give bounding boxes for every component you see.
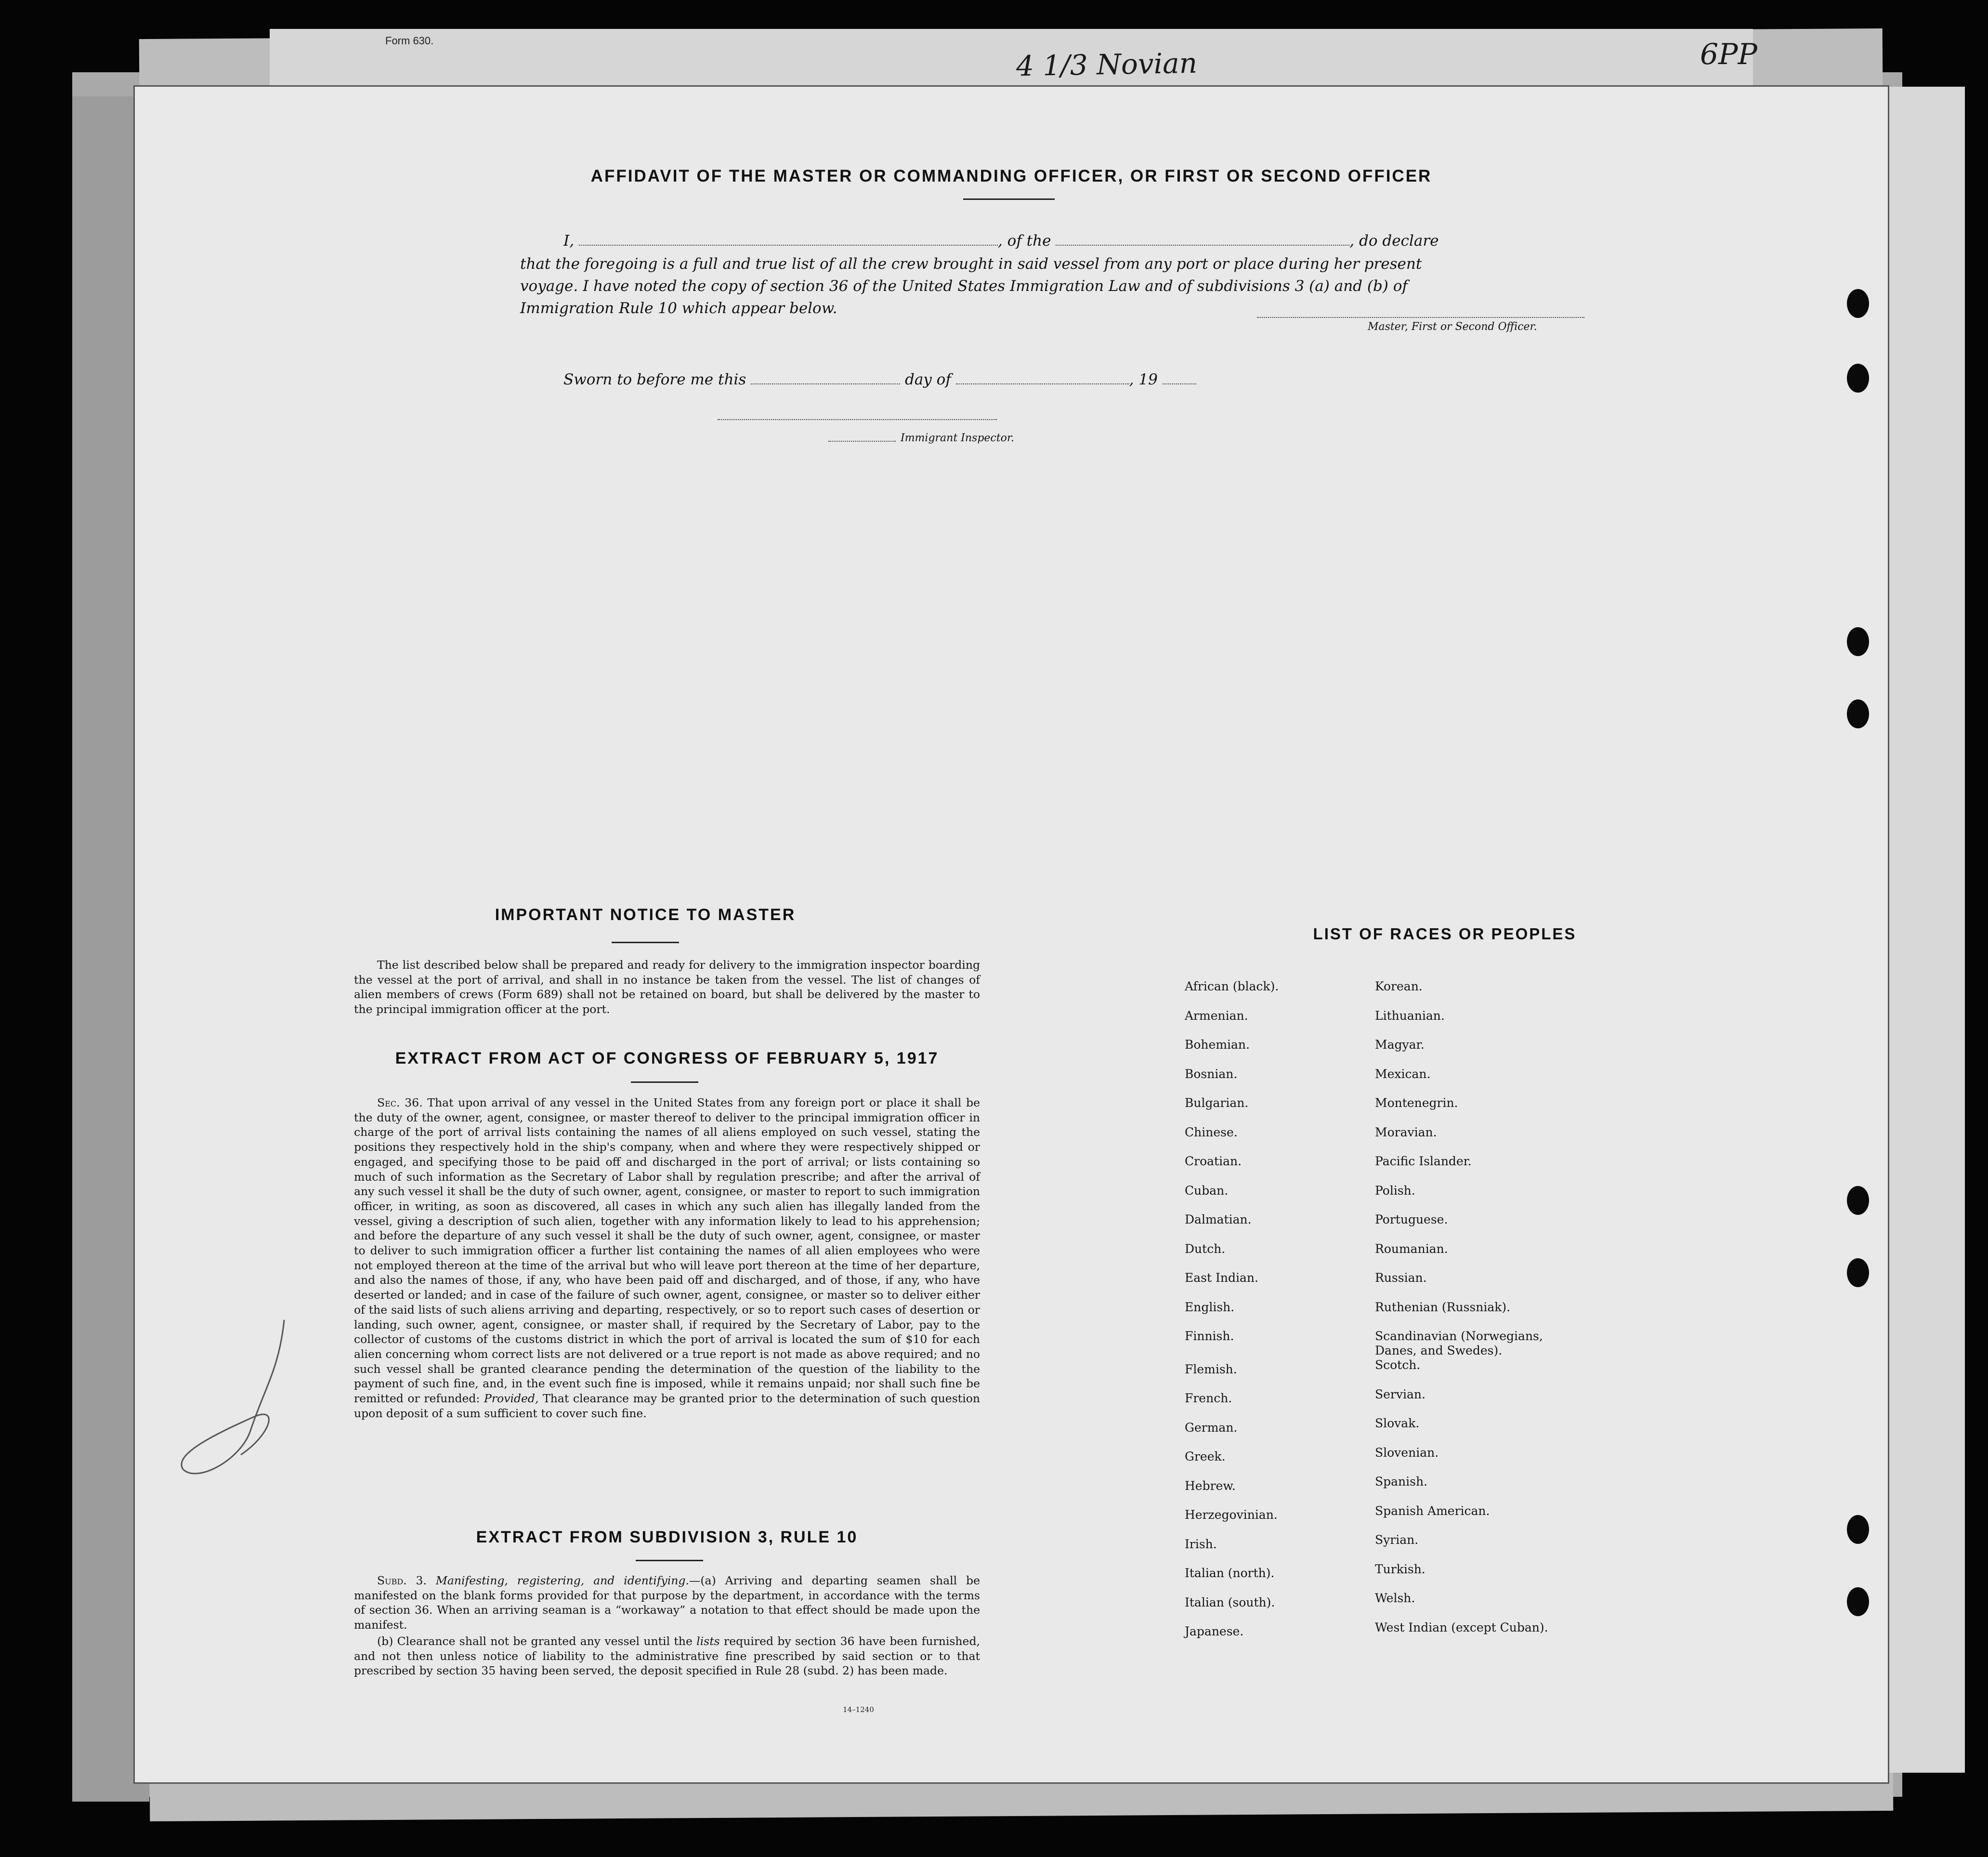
- race-item: Magyar.: [1375, 1038, 1425, 1052]
- punch-hole: [1847, 1258, 1869, 1287]
- section-label: Sec. 36.: [377, 1096, 423, 1109]
- race-item: Slovenian.: [1375, 1445, 1439, 1460]
- race-item: Italian (north).: [1185, 1566, 1275, 1580]
- race-item: Bulgarian.: [1185, 1096, 1249, 1110]
- subdivision-a-text: —(a) Arriving and departing seamen shall be manifested on the blank forms provided for that purpose by the department, in accordance with the terms of section 36. When an arriving seaman is a “workaway” a notation to that effect should be made upon the manifest.: [354, 1574, 980, 1632]
- handwritten-scribble: [169, 1310, 313, 1513]
- officer-signature-label: Master, First or Second Officer.: [1368, 321, 1537, 333]
- race-item: Slovak.: [1375, 1416, 1420, 1430]
- lists-word: lists: [696, 1634, 720, 1648]
- day-blank: [751, 383, 900, 384]
- declaration-line-1: [563, 232, 1584, 250]
- rule-subdivision-a: [354, 1573, 980, 1633]
- punch-hole: [1847, 699, 1869, 728]
- officer-signature-line: [1257, 317, 1584, 318]
- race-item: Hebrew.: [1185, 1478, 1236, 1493]
- declaration-line-3: voyage. I have noted the copy of section 36 of the United States Immigration Law and of subdivisions 3 (a) and (b) of: [520, 277, 1408, 295]
- race-item: Dutch.: [1185, 1241, 1226, 1256]
- inspector-label: Immigrant Inspector.: [901, 432, 1014, 444]
- race-item: French.: [1185, 1391, 1232, 1405]
- race-item: English.: [1185, 1300, 1235, 1314]
- race-item: Greek.: [1185, 1449, 1226, 1463]
- act-underline: [631, 1081, 698, 1083]
- race-item: Moravian.: [1375, 1125, 1437, 1139]
- subdivision-heading: Manifesting, registering, and identifying.: [435, 1574, 689, 1587]
- declaration-line-2: that the foregoing is a full and true list of all the crew brought in said vessel from any port or place during her present: [520, 255, 1422, 273]
- notice-title: IMPORTANT NOTICE TO MASTER: [495, 906, 796, 924]
- affidavit-sheet: [135, 87, 1888, 1782]
- name-blank: [579, 245, 998, 246]
- form-number: Form 630.: [385, 35, 434, 47]
- race-item: African (black).: [1185, 979, 1279, 993]
- race-item: Scotch.: [1375, 1358, 1421, 1372]
- punch-hole: [1847, 1515, 1869, 1544]
- race-item: Lithuanian.: [1375, 1008, 1445, 1023]
- race-item: Italian (south).: [1185, 1595, 1275, 1609]
- race-item: Russian.: [1375, 1271, 1427, 1285]
- act-title: EXTRACT FROM ACT OF CONGRESS OF FEBRUARY 5, 1917: [395, 1049, 939, 1067]
- race-item: Spanish.: [1375, 1475, 1428, 1488]
- subdivision-label: Subd. 3.: [377, 1574, 427, 1587]
- race-item: Montenegrin.: [1375, 1096, 1458, 1110]
- punch-hole: [1847, 1186, 1869, 1215]
- punch-hole: [1847, 627, 1869, 656]
- race-item: Japanese.: [1185, 1624, 1244, 1638]
- sworn-year-prefix: , 19: [1129, 371, 1158, 388]
- race-item: Finnish.: [1185, 1329, 1234, 1343]
- race-item: Croatian.: [1185, 1154, 1242, 1168]
- race-item: Welsh.: [1375, 1591, 1415, 1605]
- declaration-do-declare: , do declare: [1349, 232, 1439, 250]
- race-item: Danes, and Swedes).: [1375, 1343, 1503, 1357]
- month-blank: [956, 383, 1129, 384]
- inspector-signature-line: [718, 419, 997, 420]
- race-item: East Indian.: [1185, 1271, 1258, 1285]
- race-item: Roumanian.: [1375, 1241, 1448, 1256]
- sworn-day-of: day of: [904, 371, 951, 388]
- race-item: Scandinavian (Norwegians,: [1375, 1329, 1543, 1343]
- race-item: Irish.: [1185, 1537, 1217, 1551]
- corner-handwritten-mark: 6PP: [1700, 38, 1757, 71]
- rule-subdivision-b: [354, 1634, 980, 1678]
- sworn-prefix: Sworn to before me this: [563, 371, 746, 388]
- race-item: West Indian (except Cuban).: [1375, 1620, 1548, 1634]
- race-item: Dalmatian.: [1185, 1212, 1252, 1226]
- rule-title: EXTRACT FROM SUBDIVISION 3, RULE 10: [476, 1528, 858, 1546]
- race-item: Chinese.: [1185, 1125, 1238, 1139]
- vessel-blank: [1056, 245, 1349, 246]
- punch-hole: [1847, 289, 1869, 318]
- year-blank: [1163, 383, 1196, 384]
- subdivision-b-text: required by section 36 have been furnished, and not then unless notice of liability to the administrative fine prescribed by said section or to that prescribed by section 35 having been served, the deposit specified in Rule 28 (subd. 2) has been made.: [354, 1634, 980, 1678]
- race-item: Polish.: [1375, 1183, 1415, 1198]
- race-item: Portuguese.: [1375, 1212, 1448, 1226]
- race-item: Ruthenian (Russniak).: [1375, 1300, 1511, 1314]
- punch-hole: [1847, 1587, 1869, 1616]
- race-item: Cuban.: [1185, 1183, 1229, 1198]
- race-item: Herzegovinian.: [1185, 1508, 1278, 1522]
- inspector-signature-line-2: [828, 441, 896, 442]
- rule-underline: [636, 1560, 703, 1561]
- race-item: Mexican.: [1375, 1067, 1431, 1081]
- provided-word: Provided,: [484, 1392, 539, 1406]
- race-item: Spanish American.: [1375, 1503, 1490, 1518]
- affidavit-title: AFFIDAVIT OF THE MASTER OR COMMANDING OFFICER, OR FIRST OR SECOND OFFICER: [590, 167, 1432, 185]
- sworn-line: [563, 371, 1196, 388]
- race-item: Syrian.: [1375, 1533, 1419, 1547]
- race-item: Korean.: [1375, 979, 1423, 993]
- race-item: Flemish.: [1185, 1362, 1237, 1376]
- section-text-end: That clearance may be granted prior to the determination of such question upon deposit of a sum sufficient to cover such fine.: [354, 1392, 980, 1420]
- act-section-36-text: [354, 1095, 980, 1421]
- subdivision-b-prefix: (b) Clearance shall not be granted any vessel until the: [377, 1634, 693, 1648]
- top-page-strip: [270, 29, 1753, 88]
- punch-hole: [1847, 364, 1869, 393]
- race-item: Servian.: [1375, 1387, 1426, 1401]
- notice-underline: [612, 942, 679, 943]
- race-item: Armenian.: [1185, 1008, 1248, 1023]
- race-item: German.: [1185, 1420, 1238, 1435]
- race-item: Bohemian.: [1185, 1038, 1250, 1052]
- handwritten-note: 4 1/3 Novian: [1016, 46, 1198, 83]
- race-item: Bosnian.: [1185, 1067, 1238, 1081]
- races-title: LIST OF RACES OR PEOPLES: [1313, 925, 1577, 943]
- race-item: Pacific Islander.: [1375, 1154, 1472, 1168]
- section-text: That upon arrival of any vessel in the United States from any foreign port or place it shall be the duty of the owner, agent, consignee, or master thereof to deliver to the principal immigration officer in charge of the port of arrival lists containing the names of all aliens employed on such vessel, stating the positions they respectively hold in the ship's company, when and where they were respectively shipped or engaged, and specifying those to be paid off and discharged in the port of arrival; or lists containing so much of such information as the Secretary of Labor shall by regulation prescribe; and after the arrival of any such vessel it shall be the duty of such owner, agent, consignee, or master to report to such immigration officer, in writing, as soon as discovered, all cases in which any such alien has illegally landed from the vessel, giving a description of such alien, together with any information likely to lead to his apprehension; and before the departure of any such vessel it shall be the duty of such owner, agent, consignee, or master to deliver to such immigration officer a further list containing the names of all alien employees who were not employed thereon at the time of the arrival but who will leave port thereon at the time of her departure, and also the names of those, if any, who have been paid off and discharged, and of those, if any, who have deserted or landed; and in case of the failure of such owner, agent, consignee, or master so to deliver either of the said lists of such aliens arriving and departing, respectively, or so to report such cases of desertion or landing, such owner, agent, consignee, or master shall, if required by the Secretary of Labor, pay to the collector of customs of the customs district in which the port of arrival is located the sum of $10 for each alien concerning whom correct lists are not delivered or a true report is not made as above required; and no such vessel shall be granted clearance pending the determination of the question of the liability to the payment of such fine, and, in the event such fine is imposed, while it remains unpaid; nor shall such fine be remitted or refunded:: [354, 1096, 980, 1406]
- declaration-of-the: , of the: [997, 232, 1051, 250]
- declaration-i: I,: [563, 232, 575, 250]
- race-item: Turkish.: [1375, 1562, 1426, 1576]
- notice-text: The list described below shall be prepared and ready for delivery to the immigration inspector boarding the vessel at the port of arrival, and shall in no instance be taken from the vessel. The list of changes of alien members of crews (Form 689) shall not be retained on board, but shall be delivered by the master to the principal immigration officer at the port.: [354, 958, 980, 1016]
- title-underline: [963, 198, 1055, 200]
- print-code: 14–1240: [843, 1705, 874, 1714]
- declaration-line-4: Immigration Rule 10 which appear below.: [520, 300, 837, 317]
